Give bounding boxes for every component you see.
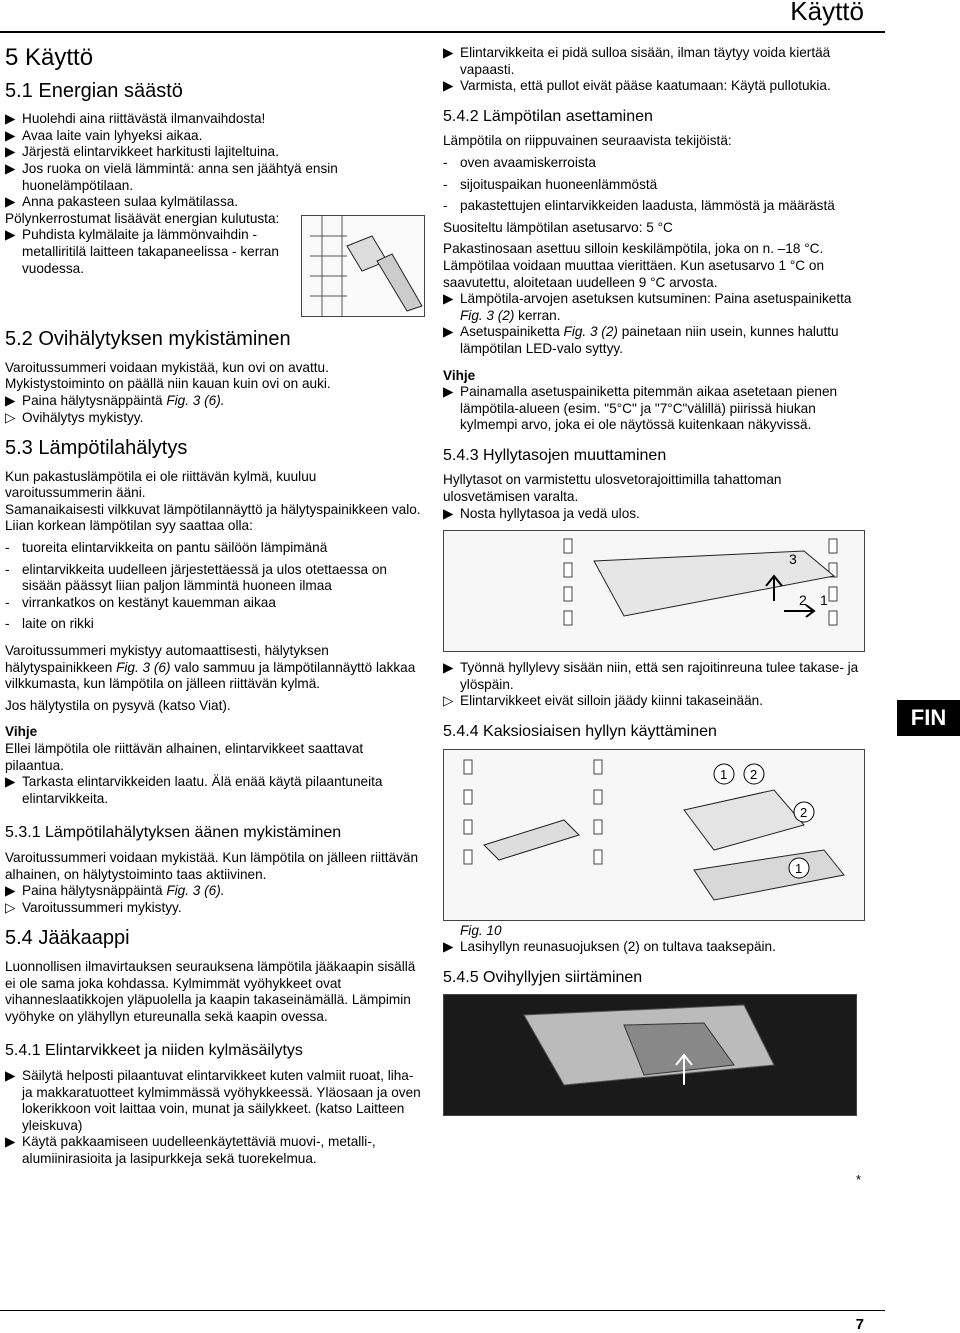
triangle-filled-icon: ▶ xyxy=(443,78,454,94)
shelf-removal-figure xyxy=(443,530,865,652)
heading-5-3-1: 5.3.1 Lämpötilahälytyksen äänen mykistäminen xyxy=(5,824,342,842)
triangle-filled-icon: ▶ xyxy=(5,127,16,143)
hint-label: Vihje xyxy=(5,724,38,740)
list-item: ▶ Järjestä elintarvikkeet harkitusti lajiteltuina. xyxy=(5,144,279,160)
heading-5-3: 5.3 Lämpötilahälytys xyxy=(5,437,188,460)
asterisk-note: * xyxy=(856,1172,862,1187)
triangle-outline-icon: ▷ xyxy=(5,899,16,915)
callout-1: 1 xyxy=(795,860,803,876)
heading-5-4-4: 5.4.4 Kaksiosiaisen hyllyn käyttäminen xyxy=(443,723,717,741)
para: Samanaikaisesti vilkkuvat lämpötilannäyttö ja hälytyspainikkeen valo. xyxy=(5,501,421,517)
triangle-filled-icon: ▶ xyxy=(443,291,454,307)
callout-2: 2 xyxy=(800,804,808,820)
heading-5-4-5: 5.4.5 Ovihyllyjen siirtäminen xyxy=(443,968,643,986)
list-item: ▶ Nosta hyllytasoa ja vedä ulos. xyxy=(443,505,640,521)
dash-item: - tuoreita elintarvikkeita on pantu säilöön lämpimänä xyxy=(5,540,328,556)
para: Luonnollisen ilmavirtauksen seurauksena lämpötila jääkaapin sisällä ei ole sama joka kohdassa. Kylmimmät vyöhykkeet ovat vihanneslaatikkojen yläpuolella ja kaapin takaseinämällä. Lämpimin vyöhyke on ylähyllyn etureunalla sekä kaapin ovessa. xyxy=(5,958,416,1024)
triangle-filled-icon: ▶ xyxy=(443,324,454,340)
list-item: ▶ Paina hälytysnäppäintä Fig. 3 (6). xyxy=(5,392,225,408)
hint-label: Vihje xyxy=(443,367,476,383)
triangle-filled-icon: ▶ xyxy=(443,660,454,676)
page-number: 7 xyxy=(855,1316,864,1333)
para-dust: Pölynkerrostumat lisäävät energian kulutusta: xyxy=(5,210,280,226)
brush-illustration xyxy=(302,216,424,316)
triangle-filled-icon: ▶ xyxy=(5,227,16,243)
heading-5-4-3: 5.4.3 Hyllytasojen muuttaminen xyxy=(443,446,667,464)
door-shelf-illustration xyxy=(444,995,856,1115)
para: Kun pakastuslämpötila ei ole riittävän kylmä, kuuluu varoitussummerin ääni. xyxy=(5,468,317,501)
list-item: ▶ Käytä pakkaamiseen uudelleenkäytettäviä muovi-, metalli-, alumiinirasioita ja lasipurkkeja sekä tuorekelmua. xyxy=(5,1134,376,1166)
list-item: ▶ Elintarvikkeita ei pidä sulloa sisään, ilman täytyy voida kiertää vapaasti. xyxy=(443,45,831,77)
result-item: ▷ Ovihälytys mykistyy. xyxy=(5,409,144,425)
condenser-cleaning-figure xyxy=(301,215,425,317)
list-item: ▶ Jos ruoka on vielä lämmintä: anna sen jäähtyä ensin huonelämpötilaan. xyxy=(5,160,338,193)
triangle-filled-icon: ▶ xyxy=(5,144,16,160)
triangle-filled-icon: ▶ xyxy=(5,111,16,127)
list-item: ▶ Avaa laite vain lyhyeksi aikaa. xyxy=(5,127,203,143)
triangle-filled-icon: ▶ xyxy=(5,194,16,210)
triangle-filled-icon: ▶ xyxy=(5,1134,16,1150)
callout-2: 2 xyxy=(799,592,807,609)
dash-item: - elintarvikkeita uudelleen järjestettäessä ja ulos otettaessa on sisään päässyt liian paljon lämmintä huoneen ilmaa xyxy=(5,561,387,594)
callout-1: 1 xyxy=(820,592,828,609)
para: Lämpötilaa voidaan muuttaa vierittäen. Kun asetusarvo 1 °C on saavutettu, aloitetaan uudelleen 9 °C arvosta. xyxy=(443,257,825,290)
triangle-filled-icon: ▶ xyxy=(5,883,16,899)
para: Hyllytasot on varmistettu ulosvetorajoittimilla tahattoman ulosvetämisen varalta. xyxy=(443,472,782,505)
callout-1: 1 xyxy=(720,766,728,782)
dash-item: - pakastettujen elintarvikkeiden laadusta, lämmöstä ja määrästä xyxy=(443,198,835,214)
footer-rule xyxy=(0,1310,885,1311)
list-item: ▶ Lämpötila-arvojen asetuksen kutsuminen: Paina asetuspainiketta Fig. 3 (2) kerran. xyxy=(443,291,852,323)
result-item: ▷ Varoitussummeri mykistyy. xyxy=(5,899,182,915)
para: Pakastinosaan asettuu silloin keskilämpötila, joka on n. –18 °C. xyxy=(443,241,824,257)
header-rule xyxy=(0,31,885,33)
list-item: ▶ Painamalla asetuspainiketta pitemmän aikaa asetetaan pienen lämpötila-alueen (esim. "5°C" ja "7°C"välillä) piirissä hiukan kylmempi arvo, joka ei ole näytössä kuitenkaan näkyvissä. xyxy=(443,384,838,433)
heading-5-4: 5.4 Jääkaappi xyxy=(5,927,130,950)
list-item: ▶ Puhdista kylmälaite ja lämmönvaihdin - metalliritilä laitteen takapaneelissa - kerran vuodessa. xyxy=(5,227,279,276)
para: Varoitussummeri mykistyy automaattisesti, hälytyksen hälytyspainikkeen Fig. 3 (6) valo sammuu ja lämpötilannäyttö lakkaa vilkkumasta, kun lämpötila on jälleen riittävän kylmä. xyxy=(5,643,416,692)
figure-caption: Fig. 10 xyxy=(460,922,502,938)
triangle-filled-icon: ▶ xyxy=(443,384,454,400)
list-item: ▶ Paina hälytysnäppäintä Fig. 3 (6). xyxy=(5,883,225,899)
triangle-filled-icon: ▶ xyxy=(443,505,454,521)
callout-3: 3 xyxy=(789,551,797,568)
para: Jos hälytystila on pysyvä (katso Viat). xyxy=(5,697,231,713)
triangle-outline-icon: ▷ xyxy=(443,693,454,709)
triangle-filled-icon: ▶ xyxy=(5,1067,16,1083)
dash-item: - laite on rikki xyxy=(5,616,94,632)
triangle-filled-icon: ▶ xyxy=(443,939,454,955)
right-column xyxy=(443,45,868,1187)
list-item: ▶ Varmista, että pullot eivät pääse kaatumaan: Käytä pullotukia. xyxy=(443,78,831,94)
shelf-parts-illustration xyxy=(444,750,864,920)
dash-item: - sijoituspaikan huoneenlämmöstä xyxy=(443,176,658,192)
header-title: Käyttö xyxy=(790,0,864,26)
para: Ellei lämpötila ole riittävän alhainen, elintarvikkeet saattavat pilaantua. xyxy=(5,741,364,773)
heading-5-1: 5.1 Energian säästö xyxy=(5,79,183,102)
heading-5-2: 5.2 Ovihälytyksen mykistäminen xyxy=(5,328,291,351)
triangle-outline-icon: ▷ xyxy=(5,409,16,425)
list-item: ▶ Tarkasta elintarvikkeiden laatu. Älä enää käytä pilaantuneita elintarvikkeita. xyxy=(5,774,383,806)
result-item: ▷ Elintarvikkeet eivät silloin jäädy kiinni takaseinään. xyxy=(443,693,763,709)
para: Suositeltu lämpötilan asetusarvo: 5 °C xyxy=(443,219,673,235)
list-item: ▶ Huolehdi aina riittävästä ilmanvaihdosta! xyxy=(5,111,266,127)
para: Lämpötila on riippuvainen seuraavista tekijöistä: xyxy=(443,133,732,149)
heading-5-4-2: 5.4.2 Lämpötilan asettaminen xyxy=(443,107,653,125)
dash-item: - oven avaamiskerroista xyxy=(443,154,596,170)
list-item: ▶ Työnnä hyllylevy sisään niin, että sen rajoitinreuna tulee takase- ja ylöspäin. xyxy=(443,660,859,692)
list-item: ▶ Anna pakasteen sulaa kylmätilassa. xyxy=(5,194,239,210)
list-item: ▶ Asetuspainiketta Fig. 3 (2) painetaan niin usein, kunnes haluttu lämpötilan LED-valo syttyy. xyxy=(443,324,839,356)
triangle-filled-icon: ▶ xyxy=(5,774,16,790)
left-column xyxy=(5,40,425,1167)
language-tab: FIN xyxy=(897,700,960,736)
triangle-filled-icon: ▶ xyxy=(443,45,454,60)
dash-item: - virrankatkos on kestänyt kauemman aikaa xyxy=(5,594,276,610)
shelf-illustration xyxy=(444,531,864,651)
list-item: ▶ Säilytä helposti pilaantuvat elintarvikkeet kuten valmiit ruoat, liha- ja makkaratuotteet kylmimmässä vyöhykkeessä. Yläosaan ja oven lokerikkoon voit laittaa voin, munat ja säilykkeet. (katso Laitteen yleiskuva) xyxy=(5,1067,421,1133)
list-item: ▶ Lasihyllyn reunasuojuksen (2) on tultava taaksepäin. xyxy=(443,939,776,955)
callout-2: 2 xyxy=(750,766,758,782)
two-part-shelf-figure xyxy=(443,749,865,921)
cleaning-block xyxy=(5,211,425,317)
door-shelf-figure xyxy=(443,994,857,1116)
triangle-filled-icon: ▶ xyxy=(5,392,16,408)
para: Varoitussummeri voidaan mykistää, kun ovi on avattu. Mykistystoiminto on päällä niin kauan kuin ovi on auki. xyxy=(5,359,331,392)
para: Liian korkean lämpötilan syy saattaa olla: xyxy=(5,518,253,534)
heading-5: 5 Käyttö xyxy=(5,44,94,71)
heading-5-4-1: 5.4.1 Elintarvikkeet ja niiden kylmäsäilytys xyxy=(5,1042,303,1060)
triangle-filled-icon: ▶ xyxy=(5,160,16,176)
para: Varoitussummeri voidaan mykistää. Kun lämpötila on jälleen riittävän alhainen, on hälytystoiminto taas aktiivinen. xyxy=(5,849,419,882)
